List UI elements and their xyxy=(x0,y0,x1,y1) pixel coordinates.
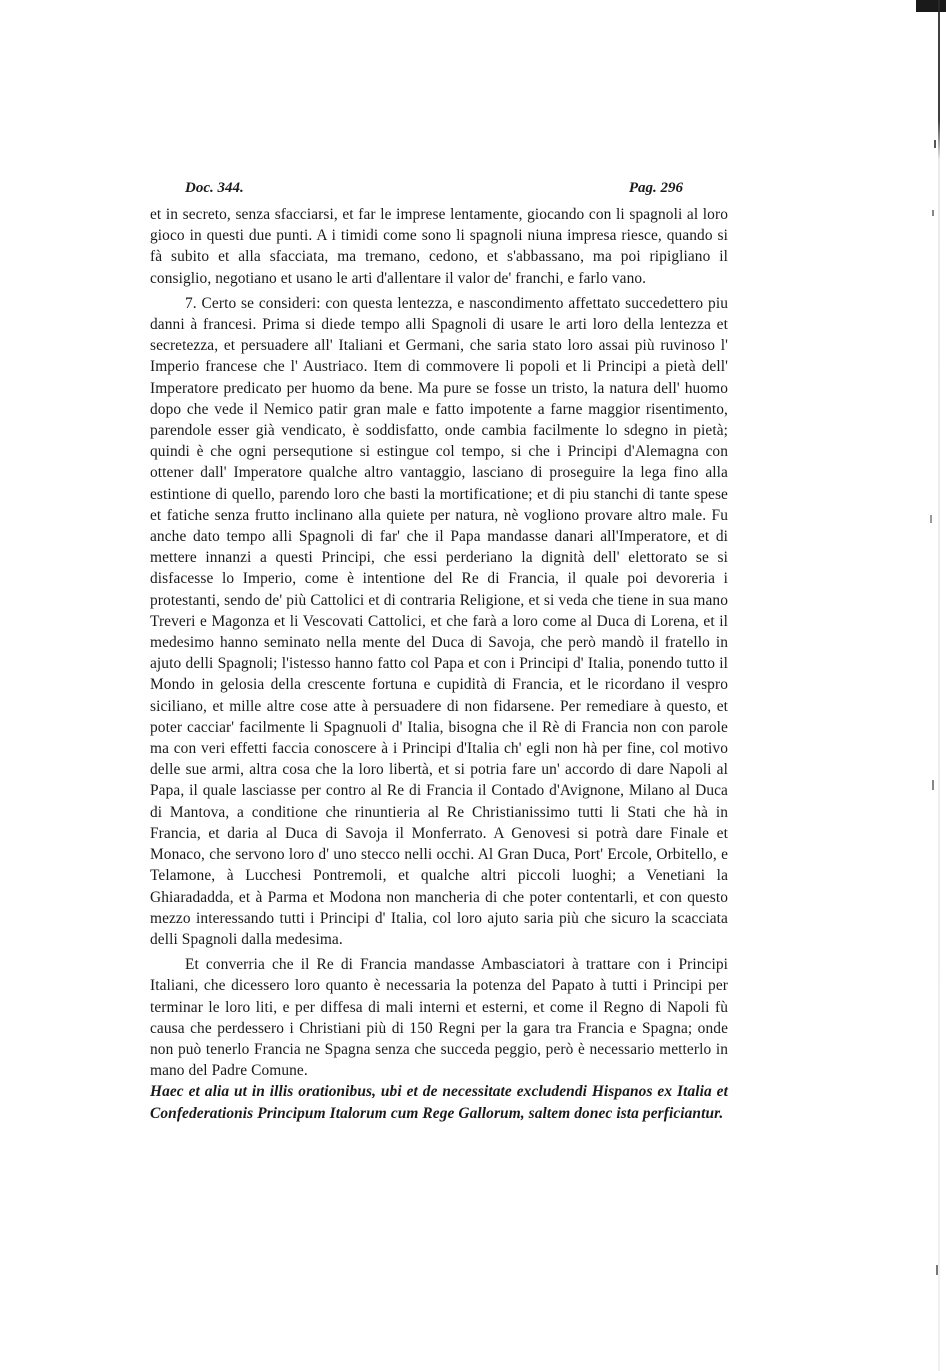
latin-note: Haec et alia ut in illis orationibus, ubi et de necessitate excludendi Hispanos ex Italia et Confederationis Principum Italorum cum Rege Gallorum, saltem donec ista perficiantur. xyxy=(150,1083,728,1122)
scan-edge-mark xyxy=(936,1265,938,1275)
scan-edge-mark xyxy=(934,140,936,148)
scan-edge-line xyxy=(938,0,940,1371)
page-reference: Pag. 296 xyxy=(628,180,683,196)
body-text xyxy=(150,204,728,1124)
scan-edge-corner xyxy=(916,0,946,12)
paragraph-ambassadors: Et converria che il Re di Francia mandasse Ambasciatori à trattare con i Principi Italiani, che dicessero loro quanto è necessaria la potenza del Papato à tutti i Principi per terminar le loro liti, e per diffesa di mali interni et esterni, et come il Regno di Napoli fù causa che perdessero i Christiani più di 150 Regni per la gara tra Francia e Spagna; onde non può tenerlo Francia ne Spagna senza che succeda peggio, però è necessario metterlo in mano del Padre Comune. xyxy=(150,956,728,1080)
scan-edge-mark xyxy=(930,515,932,523)
page-header xyxy=(185,180,683,202)
scan-edge-mark xyxy=(932,780,934,790)
paragraph-section-7: 7. Certo se consideri: con questa lentezza, e nascondimento affettato succedettero piu danni à francesi. Prima si diede tempo alli Spagnoli di usare le arti loro della lentezza et secretezza, et persuadere all' Italiani et Germani, che saria stato loro assai più ruvinoso l' Imperio francese che l' Austriaco. Item di commovere li popoli et li Principi a pietà dell' Imperatore predicato per huomo da bene. Ma pure se fosse un tristo, la natura dell' huomo dopo che vede il Nemico patir gran male e fatto impotente a farne maggior risentimento, parendole esser già vendicato, è soddisfatto, onde cambia facilmente lo sdegno in pietà; quindi è che ogni persequtione si estingue col tempo, si che i Principi d'Alemagna con ottener dall' Imperatore qualche altro vantaggio, lasciano di proseguire la lega fino alla estintione di quello, parendo loro che basti la mortificatione; et di piu stanchi di tante spese et fatiche senza frutto inclinano alla quiete per natura, nè vogliono provare altro male. Fu anche dato tempo alli Spagnoli di far' che il Papa mandasse danari all'Imperatore, et di mettere innanzi a questi Principi, che essi perderiano la dignità dell' elettorato se si disfacesse lo Imperio, come è intentione del Re di Francia, il quale poi devoreria i protestanti, sendo de' più Cattolici et di contraria Religione, et si veda che tiene in sua mano Treveri e Magonza et li Vescovati Cattolici, et che farà a loro come al Duca di Lorena, et il medesimo hanno seminato nella mente del Duca di Savoja, che però mandò il fratello in ajuto delli Spagnoli; l'istesso hanno fatto col Papa et con i Principi d' Italia, ponendo tutto il Mondo in gelosia della crescente fortuna e cupidità di Francia, et le ricordano il vespro siciliano, et mille altre cose atte à persuadere di non fidarsene. Per remediare à questo, et poter cacciar' facilmente li Spagnuoli d' Italia, bisogna che il Rè di Francia non con parole ma con veri effetti faccia conoscere à i Principi d'Italia ch' egli non hà per fine, col motivo delle sue armi, altra cosa che la loro libertà, et si potria fare un' accordo di dare Napoli al Papa, il quale lasciasse per contro al Re di Francia il Contado d'Avignone, Milano al Duca di Mantova, a conditione che rinuntieria al Re Christianissimo tutti li Stati che hà in Francia, et daria al Duca di Savoja il Monferrato. A Genovesi si potrà dare Finale et Monaco, che servono loro d' uno stecco nelli occhi. Al Gran Duca, Port' Ercole, Orbitello, e Telamone, à Lucchesi Pontremoli, et qualche altri piccoli luoghi; a Venetiani la Ghiaradadda, et à Parma et Modona non mancheria di che poter contentarli, et con questo mezzo interessando tutti i Principi d' Italia, col loro ajuto saria più che sicuro la scacciata delli Spagnoli dalla medesima. xyxy=(150,294,728,948)
paragraph-continuation: et in secreto, senza sfacciarsi, et far le imprese lentamente, giocando con li spagnoli al loro gioco in questi due punti. A i timidi come sono li spagnoli niuna impresa riesce, quando si fà subito et alla sfacciata, ma tremano, cedono, et s'abbassano, ma poi ripigliano il consiglio, negotiano et usano le arti d'allentare il valor de' franchi, e farlo vano. xyxy=(150,206,728,287)
document-reference: Doc. 344. xyxy=(185,180,244,196)
scan-edge-mark xyxy=(932,210,934,216)
